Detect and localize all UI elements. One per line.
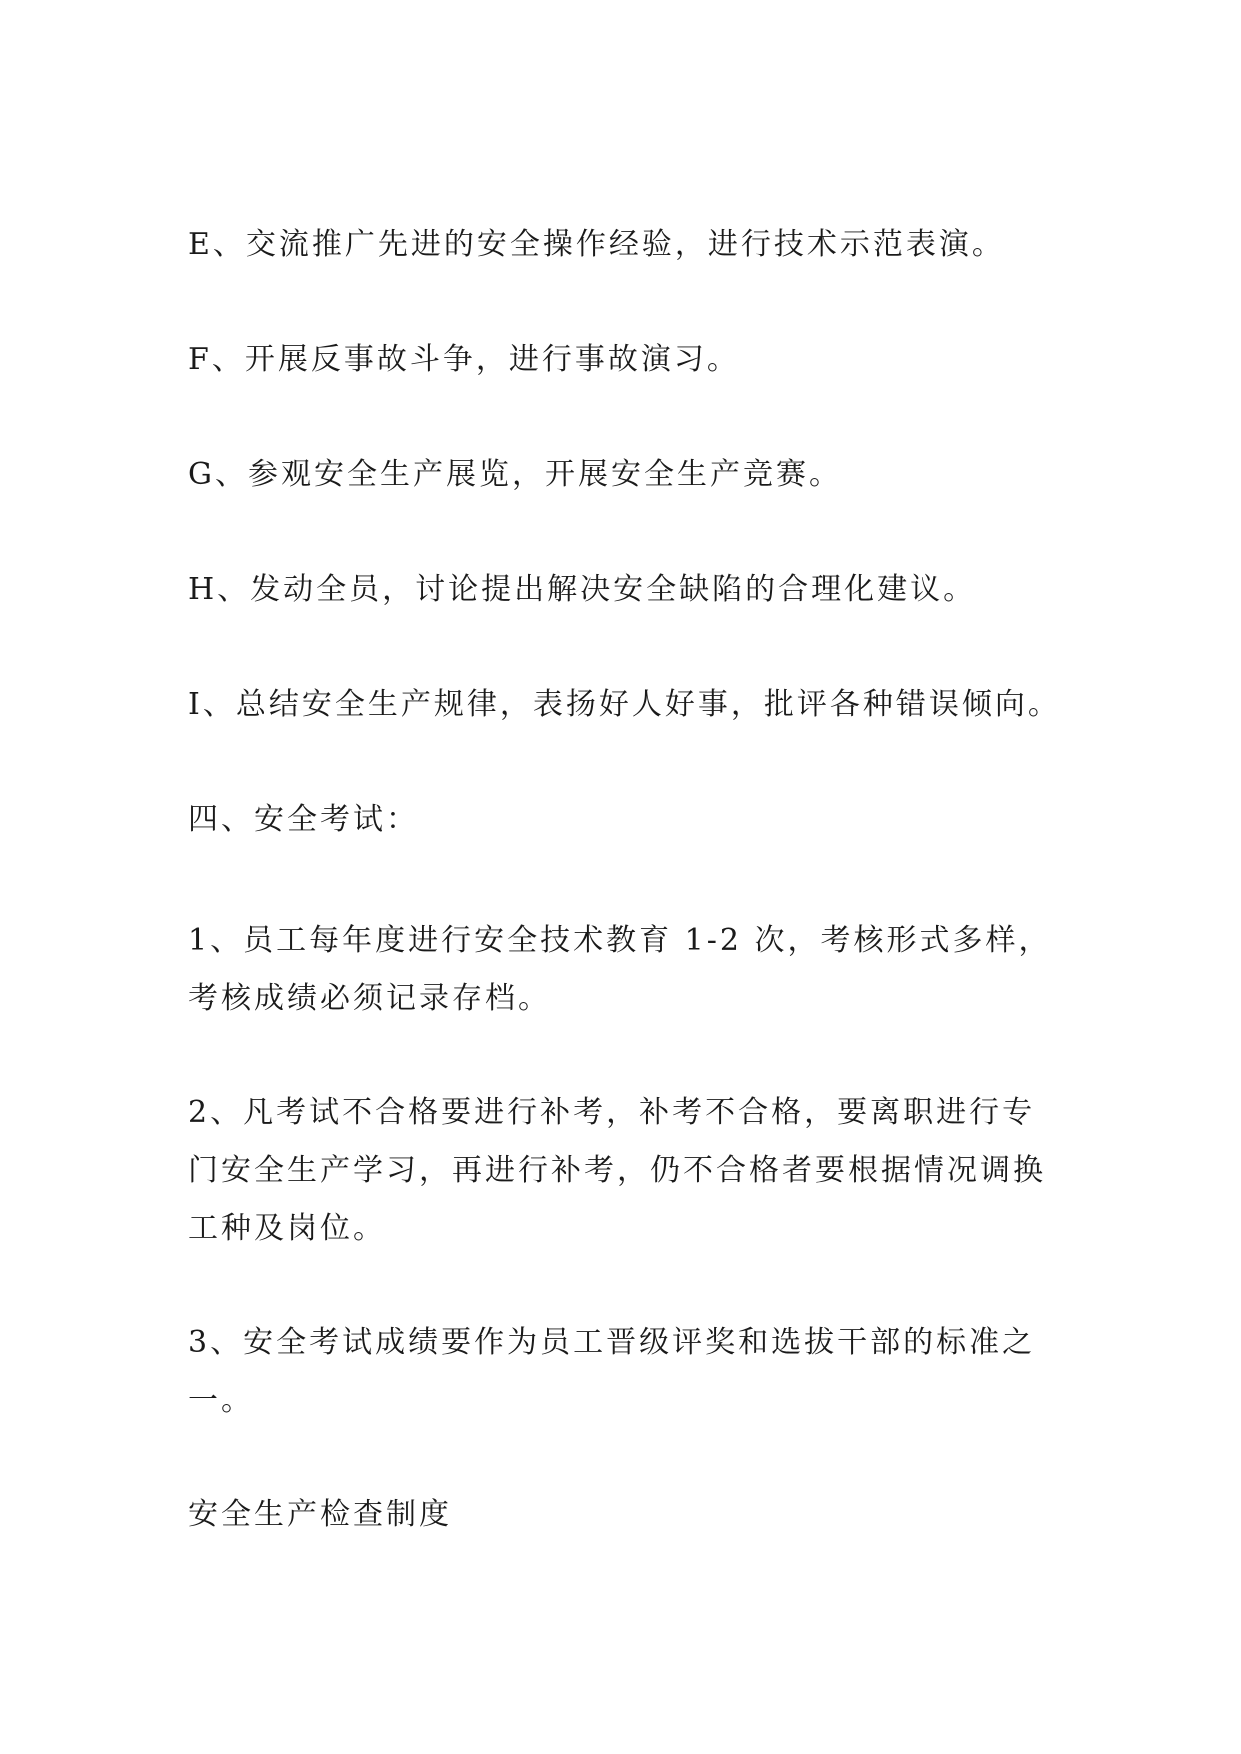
text-line: F、开展反事故斗争，进行事故演习。 xyxy=(188,342,740,377)
text-line: 1、员工每年度进行安全技术教育 1-2 次，考核形式多样， xyxy=(188,923,1052,958)
paragraph-item-e xyxy=(188,216,1068,274)
text-line: G、参观安全生产展览，开展安全生产竞赛。 xyxy=(188,457,842,492)
text-line: 3、安全考试成绩要作为员工晋级评奖和选拔干部的标准之 xyxy=(188,1325,1036,1360)
paragraph-item-3 xyxy=(188,1314,1068,1430)
text-line: 安全生产检查制度 xyxy=(188,1497,452,1532)
text-line: 2、凡考试不合格要进行补考，补考不合格，要离职进行专 xyxy=(188,1095,1036,1130)
text-line: 一。 xyxy=(188,1383,254,1418)
section-heading-safety-exam xyxy=(188,791,1068,849)
text-line: H、发动全员，讨论提出解决安全缺陷的合理化建议。 xyxy=(188,572,977,607)
text-line: 考核成绩必须记录存档。 xyxy=(188,981,551,1016)
text-line: 四、安全考试： xyxy=(188,802,419,837)
text-line: 门安全生产学习，再进行补考，仍不合格者要根据情况调换 xyxy=(188,1153,1046,1188)
paragraph-item-2 xyxy=(188,1084,1068,1258)
text-line: I、总结安全生产规律，表扬好人好事，批评各种错误倾向。 xyxy=(188,687,1061,722)
paragraph-item-f xyxy=(188,331,1068,389)
paragraph-item-i xyxy=(188,676,1068,734)
paragraph-item-g xyxy=(188,446,1068,504)
section-heading-inspection-system xyxy=(188,1486,1068,1544)
text-line: E、交流推广先进的安全操作经验，进行技术示范表演。 xyxy=(188,227,1005,262)
paragraph-item-h xyxy=(188,561,1068,619)
text-line: 工种及岗位。 xyxy=(188,1211,386,1246)
paragraph-item-1 xyxy=(188,912,1068,1028)
